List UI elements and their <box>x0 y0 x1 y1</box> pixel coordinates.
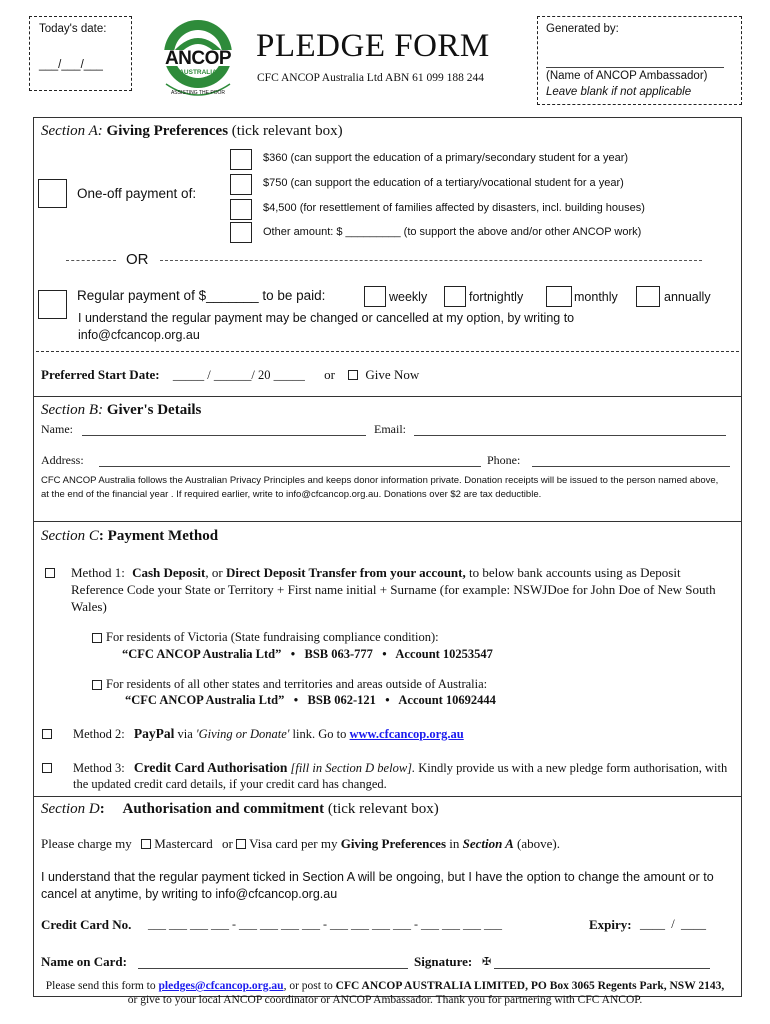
method2-italic: 'Giving or Donate' <box>195 727 290 741</box>
method1-checkbox[interactable] <box>45 568 55 578</box>
section-c-bold: : Payment Method <box>98 528 219 544</box>
section-a-suffix: (tick relevant box) <box>231 123 343 139</box>
freq-weekly-checkbox[interactable] <box>364 286 386 307</box>
giving-preferences-ref: Giving Preferences <box>340 836 446 851</box>
section-d-colon: : <box>99 801 105 817</box>
one-off-label: One-off payment of: <box>77 186 197 201</box>
section-a-bold: Giving Preferences <box>106 123 229 139</box>
today-date-box <box>29 16 132 91</box>
start-or-label: or <box>324 367 335 382</box>
start-date-label: Preferred Start Date: <box>41 367 160 382</box>
expiry-label: Expiry: <box>589 917 632 932</box>
footer-address: CFC ANCOP AUSTRALIA LIMITED, PO Box 3065 <box>335 980 595 992</box>
charge-above: (above). <box>517 836 560 851</box>
address-field[interactable] <box>99 466 481 467</box>
privacy-note: CFC ANCOP Australia follows the Australian Privacy Principles and keeps donor information private. Donation receipts will be issued to the person named above, at the end of the financial year . If required earlier, write to info@cfcancop.org.au. Donations over $2 are tax deductible. <box>41 475 719 500</box>
section-a-divider <box>36 351 739 352</box>
section-a-title <box>41 123 343 140</box>
method1-rest: to below bank accounts using as Deposit Reference Code your State or Territory + First name initial + Surname (for example: NSWJDoe for John Doe of New South Wales) <box>71 565 716 614</box>
regular-payment-checkbox[interactable] <box>38 290 67 319</box>
section-a-ref: Section A <box>462 836 514 851</box>
ambassador-label: (Name of ANCOP Ambassador) <box>546 70 708 82</box>
method2-prefix: Method 2: <box>73 727 125 741</box>
option-other-label: Other amount: $ _________ (to support the above and/or other ANCOP work) <box>263 226 642 238</box>
method2-via: via <box>177 727 193 741</box>
freq-fortnightly-checkbox[interactable] <box>444 286 466 307</box>
phone-field[interactable] <box>532 466 730 467</box>
charge-row <box>41 836 560 852</box>
footer-mid: , or post to <box>283 980 333 992</box>
section-d-bold: Authorisation and commitment <box>122 801 325 817</box>
regular-understand-text: I understand the regular payment may be changed or cancelled at my option, by writing to <box>78 311 575 325</box>
mastercard-checkbox[interactable] <box>141 839 151 849</box>
method1-prefix: Method 1: <box>71 565 125 580</box>
logo-wordmark: ANCOP <box>164 48 232 69</box>
section-b-title <box>41 402 201 419</box>
freq-monthly-checkbox[interactable] <box>546 286 572 307</box>
method3-rest: Kindly provide us with a new pledge form authorisation, with the updated credit card details, if your credit card has changed. <box>73 761 728 791</box>
other-states-account: “CFC ANCOP Australia Ltd” • BSB 062-121 • Account 10692444 <box>125 693 496 707</box>
today-date-field[interactable]: ___/___/___ <box>39 59 103 71</box>
mastercard-label: Mastercard <box>154 836 213 851</box>
method1-mid: , or <box>205 565 223 580</box>
cc-number-label: Credit Card No. <box>41 917 132 932</box>
email-field[interactable] <box>414 435 726 436</box>
option-360-label: $360 (can support the education of a primary/secondary student for a year) <box>263 152 629 164</box>
name-on-card-field[interactable] <box>138 968 408 969</box>
charge-prefix: Please charge my <box>41 836 132 851</box>
method2-rest: link. Go to <box>292 727 347 741</box>
other-states-label: For residents of all other states and territories and areas outside of Australia: <box>106 677 488 691</box>
method1-transfer: Direct Deposit Transfer from your account, <box>225 565 466 580</box>
footer-email-link[interactable]: pledges@cfcancop.org.au <box>158 980 284 992</box>
regular-understand-email: info@cfcancop.org.au <box>78 328 200 342</box>
method3-bold: Credit Card Authorisation <box>133 760 288 775</box>
other-states-checkbox[interactable] <box>92 680 102 690</box>
vic-label: For residents of Victoria (State fundraising compliance condition): <box>106 630 439 644</box>
method2-checkbox[interactable] <box>42 729 52 739</box>
generated-by-label: Generated by: <box>546 23 619 35</box>
ambassador-note: Leave blank if not applicable <box>546 86 692 98</box>
option-4500-checkbox[interactable] <box>230 199 252 220</box>
section-b-top-border <box>33 396 742 397</box>
section-c-title <box>41 528 218 545</box>
section-d-title <box>41 801 439 818</box>
method3-prefix: Method 3: <box>73 761 125 775</box>
section-b-prefix: Section B: <box>41 402 104 418</box>
signature-mark-icon: ✠ <box>482 956 492 968</box>
option-other-checkbox[interactable] <box>230 222 252 243</box>
footer-prefix: Please send this form to <box>45 980 156 992</box>
section-c-top-border <box>33 521 742 522</box>
footer-text <box>40 979 730 1007</box>
visa-checkbox[interactable] <box>236 839 246 849</box>
or-divider-left <box>66 260 116 261</box>
website-link[interactable]: www.cfcancop.org.au <box>349 727 464 741</box>
method1-text <box>71 564 721 615</box>
section-a-prefix: Section A: <box>41 123 103 139</box>
charge-or: or <box>221 836 233 851</box>
regular-payment-label: Regular payment of $_______ to be paid: <box>77 288 326 303</box>
or-label: OR <box>126 251 149 268</box>
address-label: Address: <box>41 453 84 467</box>
vic-checkbox[interactable] <box>92 633 102 643</box>
org-line: CFC ANCOP Australia Ltd ABN 61 099 188 244 <box>257 72 485 84</box>
form-title: PLEDGE FORM <box>256 28 490 64</box>
name-label: Name: <box>41 422 73 436</box>
logo-tagline: ASSISTING THE POOR <box>170 90 226 96</box>
option-750-label: $750 (can support the education of a tertiary/vocational student for a year) <box>263 177 624 189</box>
freq-annually-label: annually <box>664 290 711 304</box>
section-c-prefix: Section C <box>41 528 99 544</box>
vic-account: “CFC ANCOP Australia Ltd” • BSB 063-777 • Account 10253547 <box>122 647 493 661</box>
method2-text <box>73 726 464 742</box>
logo-subtext: AUSTRALIA <box>179 69 217 76</box>
method3-checkbox[interactable] <box>42 763 52 773</box>
form-frame <box>33 117 742 997</box>
email-label: Email: <box>374 422 406 436</box>
freq-fortnightly-label: fortnightly <box>469 290 524 304</box>
give-now-label: Give Now <box>365 367 420 382</box>
cc-number-field[interactable]: ___ ___ ___ ___ - ___ ___ ___ ___ - ___ ___ ___ ___ - ___ ___ ___ ___ <box>148 917 502 931</box>
freq-monthly-label: monthly <box>574 290 618 304</box>
visa-label: Visa card per my <box>249 836 338 851</box>
name-on-card-label: Name on Card: <box>41 954 127 969</box>
signature-label: Signature: <box>414 954 473 969</box>
section-d-top-border <box>33 796 742 797</box>
method2-paypal: PayPal <box>133 726 175 741</box>
method1-cash: Cash Deposit <box>132 565 206 580</box>
give-now-checkbox[interactable] <box>348 370 358 380</box>
method3-text <box>73 760 733 792</box>
phone-label: Phone: <box>487 453 521 467</box>
option-360-checkbox[interactable] <box>230 149 252 170</box>
option-750-checkbox[interactable] <box>230 174 252 195</box>
cc-understand-text: I understand that the regular payment ticked in Section A will be ongoing, but I have the option to change the amount or to cancel at anytime, by writing to info@cfcancop.org.au <box>41 870 714 901</box>
footer-address-2: Regents Park, NSW 2143, <box>597 980 725 992</box>
generated-by-box <box>537 16 742 105</box>
section-d-suffix: (tick relevant box) <box>327 801 439 817</box>
ambassador-name-line[interactable] <box>546 67 724 68</box>
preferred-start-row <box>41 367 419 383</box>
start-date-field[interactable]: _____ / ______/ 20 _____ <box>172 368 305 382</box>
signature-field[interactable] <box>494 968 710 969</box>
today-date-label: Today's date: <box>39 23 107 35</box>
or-divider-right <box>160 260 702 261</box>
method3-italic: [fill in Section D below]. <box>290 761 416 775</box>
ancop-logo <box>152 14 244 104</box>
name-field[interactable] <box>82 435 366 436</box>
freq-weekly-label: weekly <box>389 290 428 304</box>
section-b-bold: Giver's Details <box>106 402 202 418</box>
expiry-field[interactable]: ____ / ____ <box>640 917 706 931</box>
one-off-checkbox[interactable] <box>38 179 67 208</box>
charge-in: in <box>449 836 460 851</box>
freq-annually-checkbox[interactable] <box>636 286 660 307</box>
section-d-prefix: Section D <box>41 801 100 817</box>
footer-rest: or give to your local ANCOP coordinator or ANCOP Ambassador. Thank you for partnering with CFC ANCOP. <box>127 994 643 1006</box>
option-4500-label: $4,500 (for resettlement of families affected by disasters, incl. building houses) <box>263 202 645 214</box>
